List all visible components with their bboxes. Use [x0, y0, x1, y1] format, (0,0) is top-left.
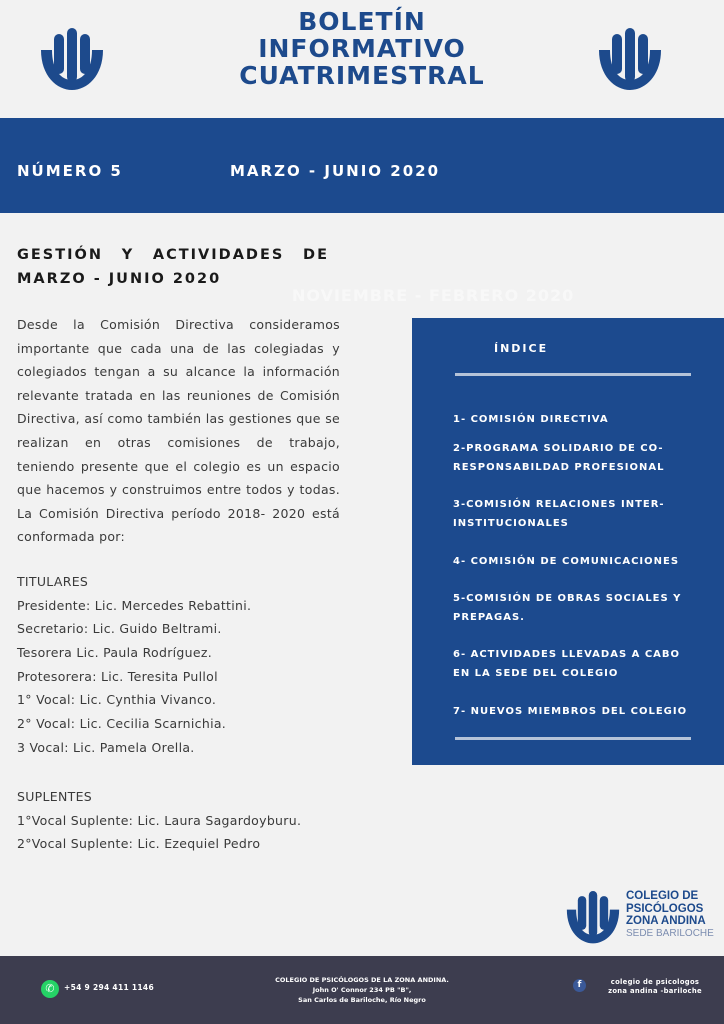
list-item: 2°Vocal Suplente: Lic. Ezequiel Pedro — [17, 836, 261, 852]
list-item: 3 Vocal: Lic. Pamela Orella. — [17, 739, 195, 755]
suplentes-list — [17, 785, 357, 856]
list-item: 1°Vocal Suplente: Lic. Laura Sagardoyburu. — [17, 812, 302, 828]
list-heading: SUPLENTES — [17, 789, 93, 804]
psi-logo-icon — [39, 28, 105, 92]
phone-number[interactable]: +54 9 294 411 1146 — [64, 983, 154, 992]
heading-word: DE — [303, 247, 329, 263]
title-line: INFORMATIVO — [258, 34, 466, 63]
list-item: Protesorera: Lic. Teresita Pullol — [17, 668, 218, 684]
issue-period: MARZO - JUNIO 2020 — [230, 162, 441, 180]
brand-line: COLEGIO DE — [626, 890, 699, 902]
psi-logo-icon — [564, 891, 622, 945]
list-item: Secretario: Lic. Guido Beltrami. — [17, 621, 222, 637]
heading-word: Y — [121, 247, 135, 263]
title-line: CUATRIMESTRAL — [239, 61, 485, 90]
index-item[interactable]: 2-PROGRAMA SOLIDARIO DE CO-RESPONSABILDAD PROFESIONAL — [453, 443, 665, 473]
index-item[interactable]: 4- COMISIÓN DE COMUNICACIONES — [453, 556, 680, 567]
newsletter-title — [200, 8, 524, 89]
heading-word: GESTIÓN — [17, 247, 103, 263]
list-item: 2° Vocal: Lic. Cecilia Scarnichia. — [17, 716, 227, 732]
brand-line: PSICÓLOGOS — [626, 902, 704, 915]
index-panel — [412, 318, 724, 765]
facebook-handle[interactable] — [600, 978, 710, 996]
list-heading: TITULARES — [17, 574, 89, 589]
titulares-list — [17, 570, 357, 760]
social-line: colegio de psicologos — [610, 978, 700, 986]
faded-period-text: NOVIEMBRE - FEBRERO 2020 — [292, 286, 575, 305]
address-line: John O' Connor 234 PB "B", — [312, 986, 412, 994]
brand-logo — [564, 888, 724, 946]
divider — [455, 373, 691, 376]
intro-paragraph: Desde la Comisión Directiva consideramos importante que cada una de las colegiadas y colegiados tengan a su alcance la información relevante tratada en las reuniones de Comisión Directiva, así como también las gestiones que se realizan en otras comisiones de trabajo, teniendo presente que el colegio es un espacio que hacemos y construimos entre todos y todas. La Comisión Directiva período 2018- 2020 está conformada por: — [17, 317, 340, 545]
index-item[interactable]: 3-COMISIÓN RELACIONES INTER-INSTITUCIONALES — [453, 499, 665, 529]
brand-line: ZONA ANDINA — [626, 915, 706, 927]
list-item: Presidente: Lic. Mercedes Rebattini. — [17, 597, 252, 613]
psi-logo-icon — [597, 28, 663, 92]
index-item[interactable]: 1- COMISIÓN DIRECTIVA — [453, 414, 609, 425]
index-item[interactable]: 7- NUEVOS MIEMBROS DEL COLEGIO — [453, 706, 688, 717]
index-title: ÍNDICE — [494, 342, 549, 355]
issue-number: NÚMERO 5 — [17, 162, 123, 180]
heading-word: ACTIVIDADES — [152, 247, 285, 263]
divider — [455, 737, 691, 740]
list-item: Tesorera Lic. Paula Rodríguez. — [17, 645, 213, 661]
index-item[interactable]: 5-COMISIÓN DE OBRAS SOCIALES Y PREPAGAS. — [453, 593, 682, 623]
list-item: 1° Vocal: Lic. Cynthia Vivanco. — [17, 692, 217, 708]
social-line: zona andina -bariloche — [608, 987, 702, 995]
brand-name — [626, 890, 714, 940]
address — [262, 975, 462, 1005]
address-line: San Carlos de Bariloche, Río Negro — [298, 996, 426, 1004]
whatsapp-icon[interactable]: ✆ — [41, 980, 59, 998]
facebook-icon[interactable]: f — [573, 979, 586, 992]
heading-line: MARZO - JUNIO 2020 — [17, 271, 222, 287]
brand-line: SEDE BARILOCHE — [626, 927, 714, 939]
index-item[interactable]: 6- ACTIVIDADES LLEVADAS A CABO EN LA SEDE DEL COLEGIO — [453, 649, 681, 679]
section-heading — [17, 243, 329, 291]
title-line: BOLETÍN — [298, 7, 426, 36]
address-line: COLEGIO DE PSICÓLOGOS DE LA ZONA ANDINA. — [275, 976, 449, 984]
